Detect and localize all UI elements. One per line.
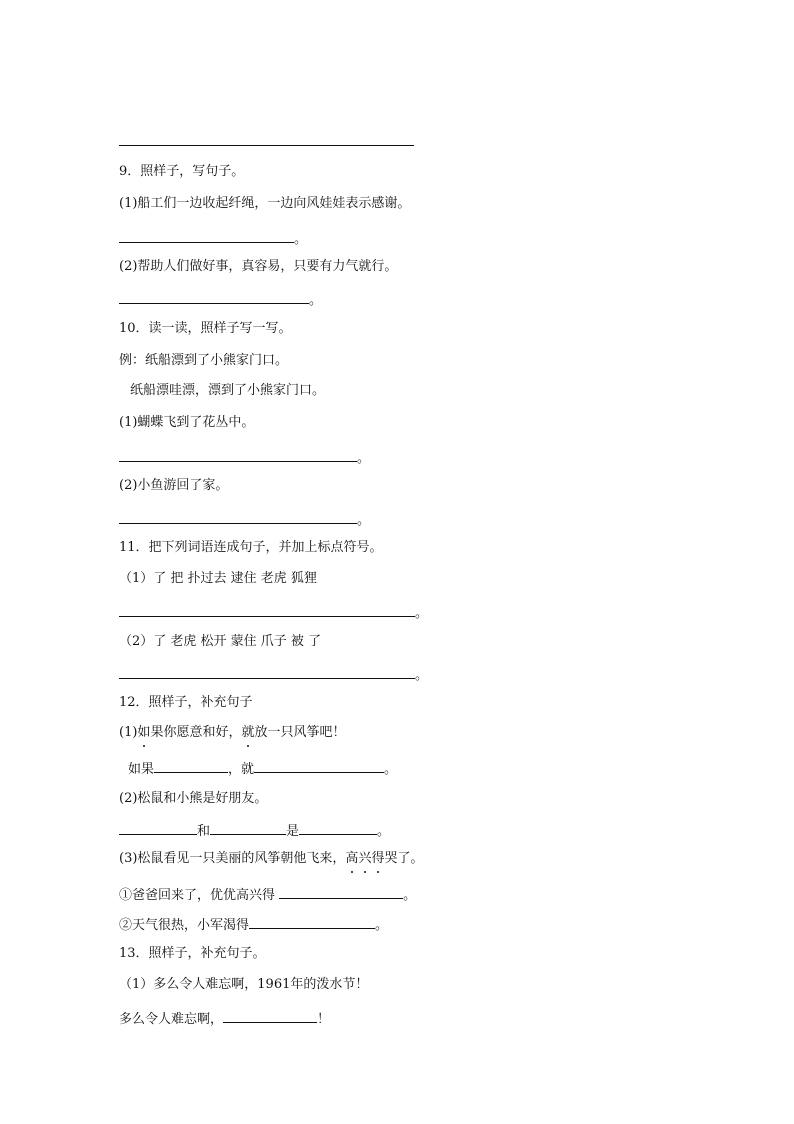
blank[interactable] [119, 509, 357, 524]
answer-line-top [119, 145, 414, 146]
q13-sentence-1: （1）多么令人难忘啊，1961年的泼水节！ [119, 977, 369, 992]
blank[interactable] [119, 820, 197, 835]
q11-answer-2: 。 [119, 664, 428, 685]
q10-sentence-1: (1)蝴蝶飞到了花丛中。 [119, 415, 255, 430]
q13-fill: 多么令人难忘啊， ！ [119, 1008, 330, 1029]
q12-title: 12．照样子，补充句子 [119, 695, 253, 710]
blank[interactable] [119, 664, 415, 679]
q11-words-1: （1）了 把 扑过去 逮住 老虎 狐狸 [119, 571, 317, 586]
q10-example-result: 纸船漂哇漂，漂到了小熊家门口。 [130, 383, 326, 398]
blank[interactable] [210, 820, 286, 835]
blank[interactable] [249, 914, 375, 929]
q12-fill-2: 和 是 。 [119, 820, 390, 841]
q12-sentence-1: (1)如果你愿意和好，就放一只风筝吧！ [119, 725, 346, 740]
q11-answer-1: 。 [119, 602, 428, 623]
q10-answer-1: 。 [119, 447, 370, 468]
q10-sentence-2: (2)小鱼游回了家。 [119, 478, 229, 493]
q9-answer-1: 。 [119, 228, 307, 249]
blank[interactable] [254, 758, 384, 773]
blank[interactable] [223, 1008, 317, 1023]
blank[interactable] [279, 884, 403, 899]
blank[interactable] [119, 602, 415, 617]
q12-sentence-2: (2)松鼠和小熊是好朋友。 [119, 791, 268, 806]
q9-sentence-2: (2)帮助人们做好事，真容易，只要有力气就行。 [119, 259, 398, 274]
q12-fill-3-ii: ②天气很热，小军渴得 。 [119, 914, 388, 935]
q12-fill-1: 如果 ，就 。 [128, 758, 397, 779]
q11-title: 11．把下列词语连成句子，并加上标点符号。 [119, 540, 383, 555]
q13-title: 13．照样子，补充句子。 [119, 946, 266, 961]
q9-answer-2: 。 [119, 289, 322, 310]
q12-fill-3-i: ①爸爸回来了，优优高兴得 。 [119, 884, 416, 905]
blank[interactable] [119, 228, 294, 243]
blank[interactable] [119, 447, 357, 462]
q9-sentence-1: (1)船工们一边收起纤绳，一边向风娃娃表示感谢。 [119, 196, 411, 211]
q11-words-2: （2）了 老虎 松开 蒙住 爪子 被 了 [119, 634, 322, 649]
blank[interactable] [119, 289, 309, 304]
blank[interactable] [154, 758, 228, 773]
q9-title: 9．照样子，写句子。 [119, 164, 245, 179]
q12-sentence-3: (3)松鼠看见一只美丽的风筝朝他飞来，高兴得哭了。 [119, 851, 424, 866]
q10-example: 例：纸船漂到了小熊家门口。 [119, 353, 289, 368]
blank[interactable] [299, 820, 377, 835]
q10-title: 10．读一读，照样子写一写。 [119, 321, 292, 336]
q10-answer-2: 。 [119, 509, 370, 530]
